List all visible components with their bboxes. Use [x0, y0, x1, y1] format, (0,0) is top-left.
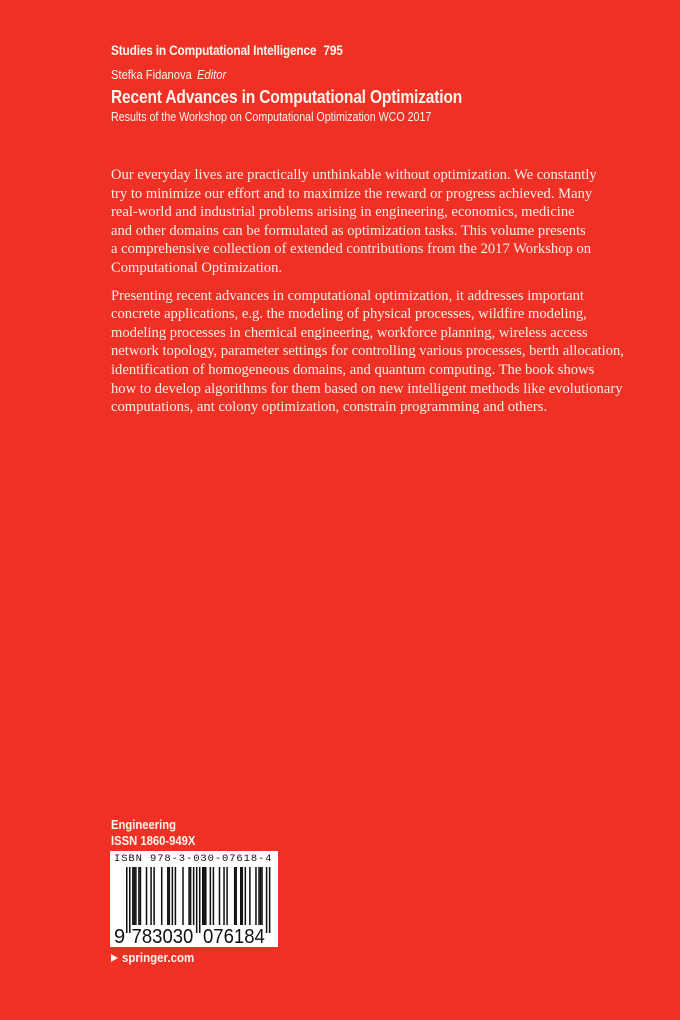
- svg-text:076184: 076184: [203, 926, 265, 947]
- publisher-url[interactable]: springer.com: [122, 951, 195, 965]
- svg-text:783030: 783030: [131, 926, 194, 947]
- book-description: [111, 166, 624, 426]
- text-line: network topology, parameter settings for controlling various processes, berth allocation,: [111, 343, 624, 360]
- cover-footer: [111, 817, 411, 849]
- text-line: Presenting recent advances in computational optimization, it addresses important: [111, 287, 584, 304]
- book-subtitle: Results of the Workshop on Computational Optimization WCO 2017: [111, 109, 432, 124]
- text-line: Computational Optimization.: [111, 259, 283, 276]
- text-line: try to minimize our effort and to maximize the reward or progress achieved. Many: [111, 185, 593, 202]
- series-title: Studies in Computational Intelligence: [111, 43, 317, 58]
- subject-label: Engineering: [111, 818, 177, 832]
- series-line: [111, 42, 586, 60]
- issn-label: ISSN 1860-949X: [111, 834, 196, 848]
- text-line: concrete applications, e.g. the modeling of physical processes, wildfire modeling,: [111, 306, 587, 323]
- text-line: how to develop algorithms for them based on new intelligent methods like evolutionary: [111, 380, 623, 397]
- text-line: a comprehensive collection of extended contributions from the 2017 Workshop on: [111, 241, 592, 258]
- editor-name: Stefka Fidanova: [111, 67, 192, 82]
- publisher-link[interactable]: [111, 950, 201, 966]
- text-line: real-world and industrial problems arising in engineering, economics, medicine: [111, 204, 575, 221]
- text-line: identification of homogeneous domains, and quantum computing. The book shows: [111, 361, 595, 378]
- svg-text:9: 9: [114, 926, 126, 947]
- editor-role: Editor: [196, 67, 227, 82]
- text-line: modeling processes in chemical engineering, workforce planning, wireless access: [111, 324, 588, 341]
- editor-line: [111, 67, 575, 83]
- book-title: Recent Advances in Computational Optimization: [111, 86, 463, 107]
- isbn-barcode: [110, 851, 278, 947]
- isbn-text: ISBN 978-3-030-07618-4: [114, 853, 273, 865]
- description-paragraph-2: [111, 287, 624, 417]
- description-paragraph-1: [111, 166, 611, 278]
- text-line: and other domains can be formulated as optimization tasks. This volume presents: [111, 222, 586, 239]
- arrow-right-icon: [111, 954, 118, 962]
- text-line: computations, ant colony optimization, constrain programming and others.: [111, 399, 548, 416]
- series-volume: 795: [323, 43, 343, 58]
- cover-header: [111, 42, 651, 125]
- barcode-graphic: [110, 851, 278, 947]
- text-line: Our everyday lives are practically unthinkable without optimization. We constantly: [111, 167, 597, 183]
